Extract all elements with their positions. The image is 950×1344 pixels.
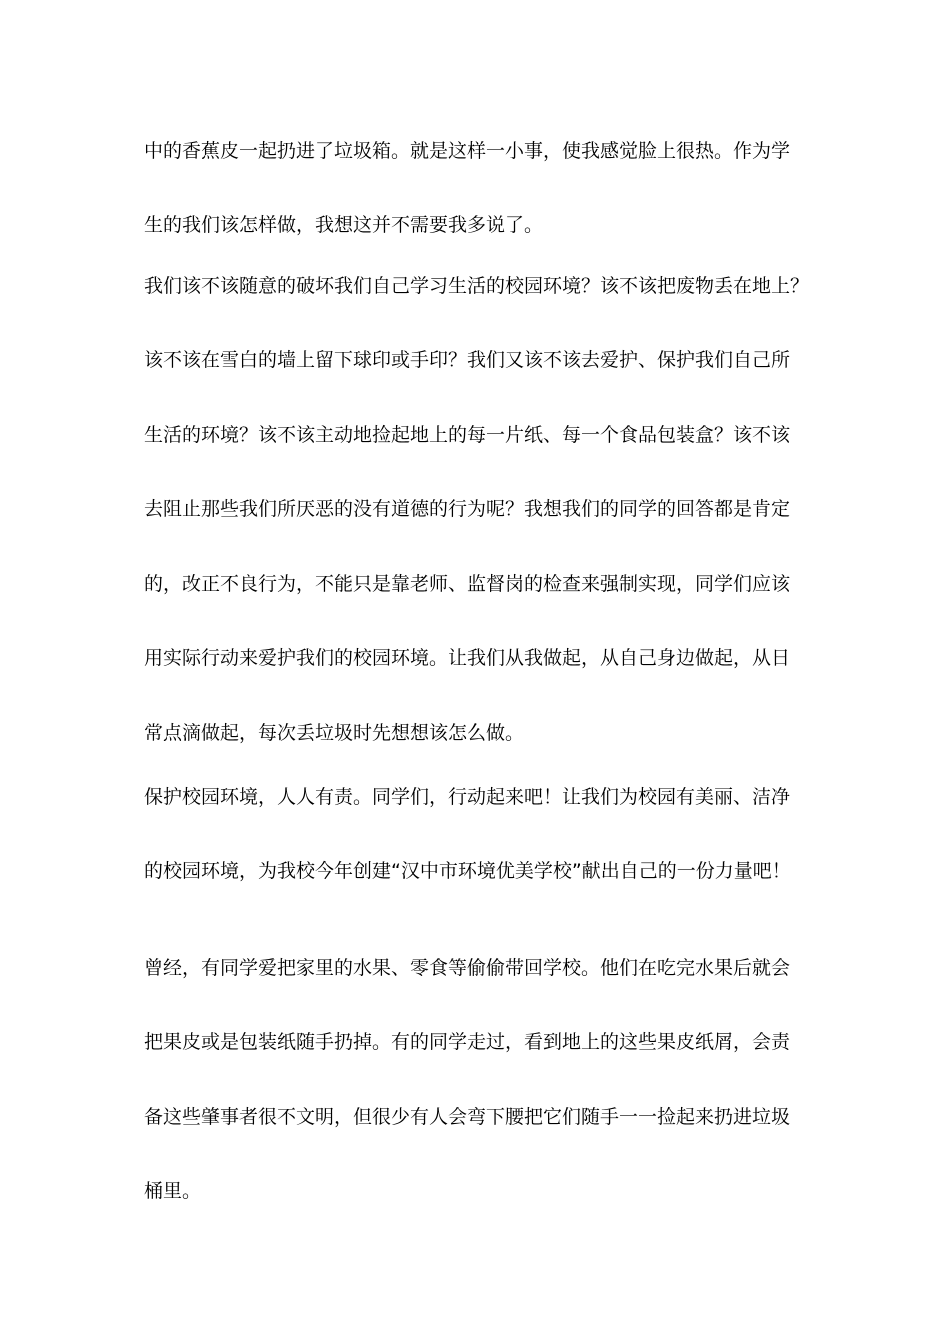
text-line: 桶里。 bbox=[144, 1180, 202, 1202]
text-line: 生的我们该怎样做，我想这并不需要我多说了。 bbox=[144, 214, 544, 236]
text-line: 把果皮或是包装纸随手扔掉。有的同学走过，看到地上的这些果皮纸屑，会责 bbox=[144, 1031, 791, 1053]
text-line: 中的香蕉皮一起扔进了垃圾箱。就是这样一小事，使我感觉脸上很热。作为学 bbox=[144, 140, 791, 162]
text-line: 该不该在雪白的墙上留下球印或手印？我们又该不该去爱护、保护我们自己所 bbox=[144, 349, 791, 371]
text-line: 的，改正不良行为，不能只是靠老师、监督岗的检查来强制实现，同学们应该 bbox=[144, 573, 791, 595]
text-line: 保护校园环境，人人有责。同学们，行动起来吧！让我们为校园有美丽、洁净 bbox=[144, 786, 791, 808]
text-line: 曾经，有同学爱把家里的水果、零食等偷偷带回学校。他们在吃完水果后就会 bbox=[144, 957, 791, 979]
text-line: 备这些肇事者很不文明，但很少有人会弯下腰把它们随手一一捡起来扔进垃圾 bbox=[144, 1106, 791, 1128]
text-line: 常点滴做起，每次丢垃圾时先想想该怎么做。 bbox=[144, 722, 525, 744]
text-line: 我们该不该随意的破坏我们自己学习生活的校园环境？该不该把废物丢在地上？ bbox=[144, 275, 810, 297]
text-line: 生活的环境？该不该主动地捡起地上的每一片纸、每一个食品包装盒？该不该 bbox=[144, 424, 791, 446]
text-line: 用实际行动来爱护我们的校园环境。让我们从我做起，从自己身边做起，从日 bbox=[144, 647, 791, 669]
text-line: 去阻止那些我们所厌恶的没有道德的行为呢？我想我们的同学的回答都是肯定 bbox=[144, 498, 791, 520]
text-line: 的校园环境，为我校今年创建“汉中市环境优美学校”献出自己的一份力量吧！ bbox=[144, 860, 791, 882]
